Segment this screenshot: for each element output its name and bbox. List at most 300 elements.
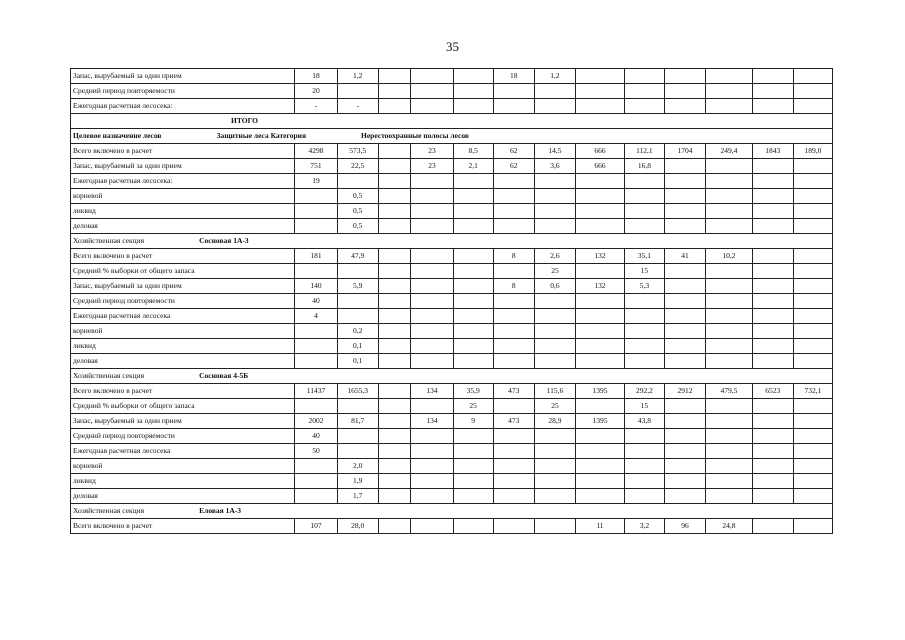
table-row	[71, 474, 833, 489]
table-cell	[752, 474, 793, 489]
table-cell: 140	[295, 279, 337, 294]
row-label: Ежегодная расчетная лесосека:	[71, 99, 295, 114]
table-row	[71, 414, 833, 429]
table-cell	[378, 219, 411, 234]
row-label: деловая	[71, 219, 295, 234]
table-cell	[752, 414, 793, 429]
table-row	[71, 324, 833, 339]
table-cell	[793, 204, 832, 219]
table-cell	[752, 189, 793, 204]
row-label: Всего включено в расчет	[71, 384, 295, 399]
table-cell	[534, 444, 575, 459]
row-label: Средний % выборки от общего запаса	[71, 264, 295, 279]
row-label: Ежегодная расчетная лесосека	[71, 309, 295, 324]
table-cell: -	[337, 99, 378, 114]
table-cell	[378, 84, 411, 99]
table-cell	[493, 309, 534, 324]
table-cell	[378, 264, 411, 279]
table-cell	[576, 354, 625, 369]
table-cell	[453, 324, 493, 339]
table-cell	[576, 294, 625, 309]
table-row	[71, 459, 833, 474]
table-cell	[752, 99, 793, 114]
table-cell	[793, 324, 832, 339]
table-cell: 40	[295, 429, 337, 444]
table-cell	[534, 474, 575, 489]
table-cell	[493, 84, 534, 99]
table-cell	[493, 294, 534, 309]
table-cell: 18	[295, 69, 337, 84]
table-cell: 15	[624, 399, 664, 414]
table-cell	[576, 324, 625, 339]
table-cell	[534, 354, 575, 369]
table-cell: 189,0	[793, 144, 832, 159]
table-cell	[664, 414, 705, 429]
table-cell	[706, 339, 753, 354]
table-cell	[706, 294, 753, 309]
table-cell	[493, 324, 534, 339]
table-cell	[534, 519, 575, 534]
table-cell	[664, 459, 705, 474]
row-label: Всего включено в расчет	[71, 249, 295, 264]
table-cell	[576, 399, 625, 414]
table-cell: 181	[295, 249, 337, 264]
table-cell	[534, 489, 575, 504]
table-cell	[752, 519, 793, 534]
table-cell	[576, 204, 625, 219]
table-cell	[534, 189, 575, 204]
table-cell	[493, 174, 534, 189]
table-row	[71, 489, 833, 504]
table-cell	[493, 339, 534, 354]
table-cell: 35,1	[624, 249, 664, 264]
table-cell: 3,6	[534, 159, 575, 174]
table-cell: 132	[576, 249, 625, 264]
table-cell: 18	[493, 69, 534, 84]
table-cell	[752, 294, 793, 309]
table-cell	[624, 339, 664, 354]
table-cell	[664, 339, 705, 354]
table-cell	[664, 444, 705, 459]
header-protective-forests: Защитные леса Категория	[216, 131, 307, 140]
table-cell	[493, 474, 534, 489]
table-row	[71, 399, 833, 414]
page-number: 35	[446, 39, 459, 54]
section-label: Хозяйственная секция	[73, 371, 145, 380]
table-cell	[624, 174, 664, 189]
table-cell	[295, 219, 337, 234]
table-cell	[453, 249, 493, 264]
table-cell: 0,1	[337, 354, 378, 369]
header-purpose: Целевое назначение лесов	[73, 131, 162, 140]
table-cell	[752, 174, 793, 189]
table-cell	[411, 339, 453, 354]
table-cell	[664, 159, 705, 174]
table-cell	[534, 84, 575, 99]
table-cell: 249,4	[706, 144, 753, 159]
table-cell: 0,5	[337, 204, 378, 219]
table-cell	[493, 429, 534, 444]
table-cell: 473	[493, 414, 534, 429]
table-cell	[378, 204, 411, 219]
table-cell	[576, 474, 625, 489]
table-row	[71, 219, 833, 234]
table-cell	[576, 264, 625, 279]
table-cell: 81,7	[337, 414, 378, 429]
table-cell: 292,2	[624, 384, 664, 399]
table-cell	[664, 399, 705, 414]
table-cell	[752, 279, 793, 294]
table-cell	[411, 294, 453, 309]
table-cell	[493, 354, 534, 369]
table-cell	[793, 189, 832, 204]
table-cell	[411, 69, 453, 84]
table-cell: 1395	[576, 414, 625, 429]
table-cell	[411, 354, 453, 369]
table-row	[71, 249, 833, 264]
table-cell	[493, 189, 534, 204]
table-cell	[493, 264, 534, 279]
table-cell: 2,1	[453, 159, 493, 174]
row-label: Ежегодная расчетная лесосека:	[71, 174, 295, 189]
table-cell	[624, 189, 664, 204]
table-cell	[337, 174, 378, 189]
table-cell	[295, 354, 337, 369]
table-cell	[752, 219, 793, 234]
table-cell	[664, 99, 705, 114]
table-cell	[793, 99, 832, 114]
table-cell: 1,2	[534, 69, 575, 84]
table-cell	[624, 294, 664, 309]
table-cell	[624, 204, 664, 219]
table-cell	[576, 459, 625, 474]
table-cell	[453, 204, 493, 219]
table-cell	[664, 489, 705, 504]
table-cell	[411, 279, 453, 294]
table-cell	[453, 339, 493, 354]
table-cell	[793, 294, 832, 309]
table-cell: 11437	[295, 384, 337, 399]
table-cell	[624, 99, 664, 114]
table-row	[71, 159, 833, 174]
table-row	[71, 384, 833, 399]
table-cell	[337, 264, 378, 279]
table-cell: 0,5	[337, 189, 378, 204]
table-cell: 1,7	[337, 489, 378, 504]
table-cell	[664, 204, 705, 219]
table-cell	[295, 264, 337, 279]
table-cell	[493, 444, 534, 459]
row-label: Средний период повторяемости	[71, 294, 295, 309]
table-cell	[493, 99, 534, 114]
table-cell	[706, 219, 753, 234]
row-label: Средний период повторяемости	[71, 429, 295, 444]
table-cell	[378, 174, 411, 189]
table-cell	[624, 489, 664, 504]
table-cell	[752, 429, 793, 444]
table-cell: 112,1	[624, 144, 664, 159]
table-cell	[411, 399, 453, 414]
table-row	[71, 264, 833, 279]
table-cell	[706, 84, 753, 99]
table-cell	[576, 84, 625, 99]
table-cell	[378, 459, 411, 474]
table-cell	[453, 264, 493, 279]
table-row	[71, 174, 833, 189]
table-cell	[534, 294, 575, 309]
table-cell: 2,0	[337, 459, 378, 474]
table-cell	[664, 264, 705, 279]
table-cell	[793, 174, 832, 189]
table-cell: 1395	[576, 384, 625, 399]
table-cell	[411, 459, 453, 474]
table-cell: 1843	[752, 144, 793, 159]
table-cell	[664, 219, 705, 234]
table-cell	[534, 339, 575, 354]
table-cell	[378, 189, 411, 204]
table-cell: 132	[576, 279, 625, 294]
table-cell	[453, 189, 493, 204]
table-cell	[624, 459, 664, 474]
row-label: Всего включено в расчет	[71, 144, 295, 159]
table-row	[71, 294, 833, 309]
table-cell	[493, 219, 534, 234]
table-cell	[295, 489, 337, 504]
table-cell	[411, 189, 453, 204]
table-cell	[534, 219, 575, 234]
table-cell: 115,6	[534, 384, 575, 399]
table-cell	[793, 219, 832, 234]
table-cell: 751	[295, 159, 337, 174]
table-cell	[337, 294, 378, 309]
row-label: Средний % выборки от общего запаса	[71, 399, 295, 414]
table-cell: 11	[576, 519, 625, 534]
table-cell	[295, 474, 337, 489]
table-row	[71, 519, 833, 534]
header-row	[71, 129, 833, 144]
table-cell: 3,2	[624, 519, 664, 534]
table-cell	[706, 69, 753, 84]
table-cell	[576, 69, 625, 84]
table-cell	[378, 384, 411, 399]
table-cell: 28,9	[534, 414, 575, 429]
row-label: Запас, вырубаемый за один прием	[71, 69, 295, 84]
table-cell	[453, 219, 493, 234]
table-cell	[752, 324, 793, 339]
table-cell	[752, 354, 793, 369]
table-cell	[706, 309, 753, 324]
row-label: Средний период повторяемости	[71, 84, 295, 99]
table-cell	[706, 489, 753, 504]
table-cell	[706, 324, 753, 339]
table-cell	[411, 489, 453, 504]
table-cell	[664, 354, 705, 369]
table-cell: 23	[411, 159, 453, 174]
table-cell	[664, 474, 705, 489]
table-cell: 10,2	[706, 249, 753, 264]
table-row	[71, 429, 833, 444]
table-cell: 47,9	[337, 249, 378, 264]
table-cell	[576, 174, 625, 189]
table-cell	[453, 69, 493, 84]
table-cell: 6523	[752, 384, 793, 399]
table-row	[71, 144, 833, 159]
table-cell	[793, 279, 832, 294]
table-cell	[493, 519, 534, 534]
row-label: корневой	[71, 459, 295, 474]
table-cell	[752, 339, 793, 354]
table-cell	[624, 309, 664, 324]
table-cell	[411, 519, 453, 534]
table-cell: -	[295, 99, 337, 114]
table-cell: 25	[534, 399, 575, 414]
table-cell: 2912	[664, 384, 705, 399]
table-cell	[378, 249, 411, 264]
table-cell: 22,5	[337, 159, 378, 174]
table-cell	[378, 99, 411, 114]
table-cell	[706, 204, 753, 219]
row-label: Запас, вырубаемый за один прием	[71, 159, 295, 174]
table-cell	[752, 159, 793, 174]
table-cell	[664, 189, 705, 204]
table-cell	[664, 174, 705, 189]
row-label: корневой	[71, 189, 295, 204]
table-cell: 40	[295, 294, 337, 309]
table-cell	[793, 444, 832, 459]
table-cell	[453, 459, 493, 474]
table-cell: 473	[493, 384, 534, 399]
table-cell	[337, 429, 378, 444]
table-cell	[793, 429, 832, 444]
table-row	[71, 339, 833, 354]
table-cell	[793, 309, 832, 324]
table-cell	[534, 429, 575, 444]
table-cell	[378, 279, 411, 294]
table-cell	[378, 354, 411, 369]
table-cell	[706, 444, 753, 459]
table-cell	[706, 429, 753, 444]
table-cell	[411, 99, 453, 114]
table-cell	[706, 474, 753, 489]
row-label: Ежегодная расчетная лесосека	[71, 444, 295, 459]
table-cell	[706, 99, 753, 114]
table-cell	[752, 204, 793, 219]
table-cell	[793, 474, 832, 489]
table-cell	[337, 399, 378, 414]
table-cell	[411, 264, 453, 279]
table-cell: 62	[493, 159, 534, 174]
section-name: Еловая 1А-3	[199, 506, 242, 515]
row-label: деловая	[71, 489, 295, 504]
table-cell: 2002	[295, 414, 337, 429]
header-spawning-strips: Нерестоохранные полосы лесов	[361, 131, 469, 140]
table-cell	[453, 294, 493, 309]
table-cell: 4	[295, 309, 337, 324]
table-cell	[706, 264, 753, 279]
table-cell	[624, 429, 664, 444]
table-cell	[378, 399, 411, 414]
table-cell	[453, 429, 493, 444]
table-cell: 9	[453, 414, 493, 429]
table-cell: 5,9	[337, 279, 378, 294]
table-cell	[453, 309, 493, 324]
table-cell: 666	[576, 144, 625, 159]
table-cell: 666	[576, 159, 625, 174]
table-cell	[664, 324, 705, 339]
table-cell	[664, 309, 705, 324]
table-cell	[378, 519, 411, 534]
table-cell	[411, 174, 453, 189]
table-cell	[624, 474, 664, 489]
section-label: Хозяйственная секция	[73, 506, 145, 515]
itogo-heading: ИТОГО	[231, 116, 258, 125]
table-cell: 8,5	[453, 144, 493, 159]
table-row	[71, 99, 833, 114]
table-cell	[793, 459, 832, 474]
row-label: Всего включено в расчет	[71, 519, 295, 534]
table-cell: 5,3	[624, 279, 664, 294]
table-cell	[706, 189, 753, 204]
table-row	[71, 354, 833, 369]
table-cell	[295, 339, 337, 354]
table-cell	[295, 459, 337, 474]
table-cell: 732,1	[793, 384, 832, 399]
table-cell	[706, 159, 753, 174]
table-cell: 1655,3	[337, 384, 378, 399]
table-cell	[411, 474, 453, 489]
table-cell	[337, 444, 378, 459]
table-cell	[793, 69, 832, 84]
table-cell	[752, 264, 793, 279]
table-cell	[453, 519, 493, 534]
row-label: ликвид	[71, 474, 295, 489]
table-cell: 8	[493, 249, 534, 264]
table-cell: 50	[295, 444, 337, 459]
section-name: Сосновая 1А-3	[199, 236, 249, 245]
table-cell: 479,5	[706, 384, 753, 399]
table-row	[71, 309, 833, 324]
table-cell	[752, 459, 793, 474]
table-cell	[295, 204, 337, 219]
table-cell	[378, 324, 411, 339]
forest-data-table	[70, 68, 833, 534]
table-cell: 1,2	[337, 69, 378, 84]
table-cell: 107	[295, 519, 337, 534]
table-cell: 0,1	[337, 339, 378, 354]
table-cell: 0,2	[337, 324, 378, 339]
table-cell	[411, 429, 453, 444]
table-cell	[378, 489, 411, 504]
table-cell: 14,5	[534, 144, 575, 159]
table-cell	[576, 429, 625, 444]
table-cell: 25	[453, 399, 493, 414]
table-cell	[793, 414, 832, 429]
table-cell	[624, 324, 664, 339]
table-cell: 62	[493, 144, 534, 159]
table-cell: 25	[534, 264, 575, 279]
table-cell	[378, 144, 411, 159]
table-cell	[752, 489, 793, 504]
table-cell	[411, 219, 453, 234]
table-cell	[706, 279, 753, 294]
table-cell	[378, 294, 411, 309]
table-cell	[534, 99, 575, 114]
table-cell	[664, 429, 705, 444]
table-cell	[706, 414, 753, 429]
section-name: Сосновая 4-5Б	[199, 371, 249, 380]
table-cell	[752, 444, 793, 459]
table-cell	[453, 354, 493, 369]
